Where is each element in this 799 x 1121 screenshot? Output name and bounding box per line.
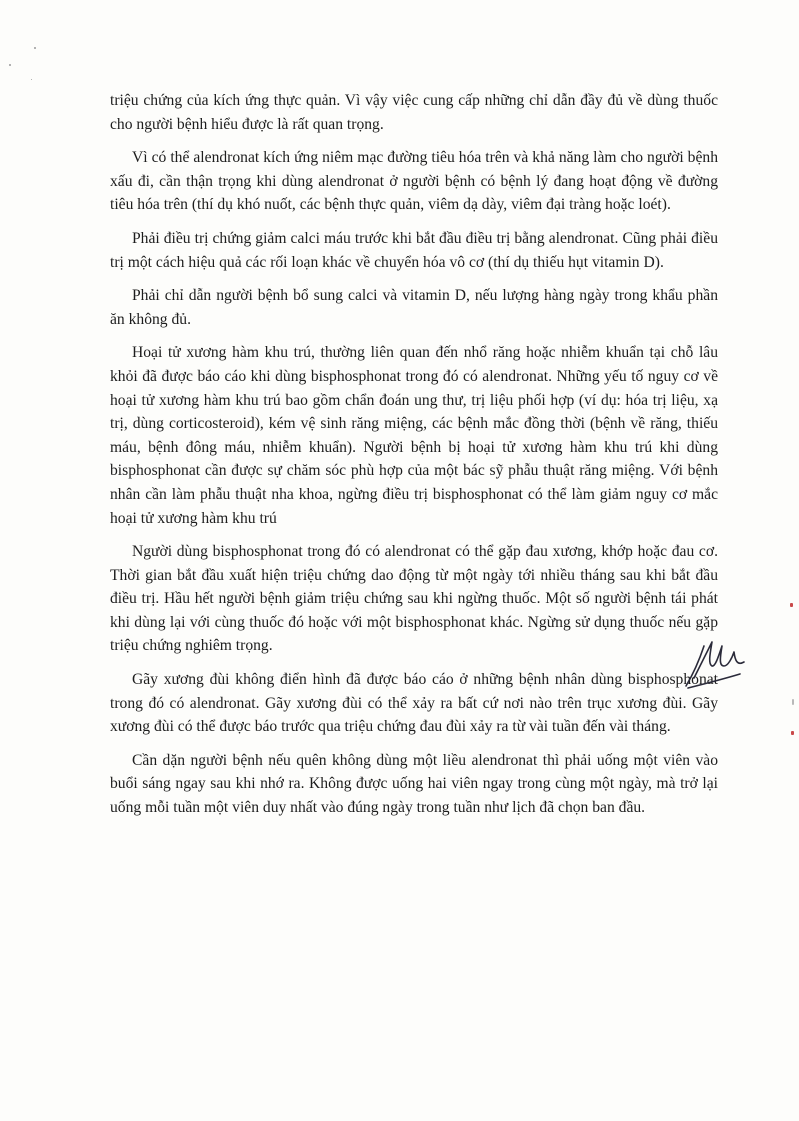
edge-mark <box>790 603 793 607</box>
paragraph: Hoại tử xương hàm khu trú, thường liên quan đến nhổ răng hoặc nhiễm khuẩn tại chỗ lâu khỏi đã được báo cáo khi dùng bisphosphonat trong đó có alendronat. Những yếu tố nguy cơ về hoại tử xương hàm khu trú bao gồm chẩn đoán ung thư, trị liệu phối hợp (ví dụ: hóa trị liệu, xạ trị, dùng corticosteroid), kém vệ sinh răng miệng, các bệnh mắc đồng thời (bệnh về răng, thiếu máu, bệnh đông máu, nhiễm khuẩn). Người bệnh bị hoại tử xương hàm khu trú khi dùng bisphosphonat cần được sự chăm sóc phù hợp của một bác sỹ phẫu thuật răng miệng. Với bệnh nhân cần làm phẫu thuật nha khoa, ngừng điều trị bisphosphonat có thể làm giảm nguy cơ mắc hoại tử xương hàm khu trú <box>110 344 718 527</box>
edge-mark <box>792 699 794 705</box>
paragraph: Phải chỉ dẫn người bệnh bổ sung calci và vitamin D, nếu lượng hàng ngày trong khẩu phần ăn không đủ. <box>110 287 718 328</box>
paragraph: Gãy xương đùi không điển hình đã được báo cáo ở những bệnh nhân dùng bisphosphonat trong đó có alendronat. Gãy xương đùi có thể xảy ra bất cứ nơi nào trên trục xương đùi. Gãy xương đùi có thể được báo trước qua triệu chứng đau đùi xảy ra từ vài tuần đến vài tháng. <box>110 671 718 736</box>
paragraph: Cần dặn người bệnh nếu quên không dùng một liều alendronat thì phải uống một viên vào buổi sáng ngay sau khi nhớ ra. Không được uống hai viên ngay trong cùng một ngày, mà trở lại uống mỗi tuần một viên duy nhất vào đúng ngày trong tuần như lịch đã chọn ban đầu. <box>110 751 718 817</box>
paragraph: triệu chứng của kích ứng thực quản. Vì vậy việc cung cấp những chỉ dẫn đầy đủ về dùng thuốc cho người bệnh hiểu được là rất quan trọng. <box>110 92 718 133</box>
document-body <box>110 89 718 830</box>
paragraph: Phải điều trị chứng giảm calci máu trước khi bắt đầu điều trị bằng alendronat. Cũng phải điều trị một cách hiệu quả các rối loạn khác về chuyển hóa vô cơ (thí dụ thiếu hụt vitamin D). <box>110 229 718 271</box>
scan-speck <box>31 79 32 80</box>
scan-speck <box>9 64 11 66</box>
paragraph: Người dùng bisphosphonat trong đó có alendronat có thể gặp đau xương, khớp hoặc đau cơ. Thời gian bắt đầu xuất hiện triệu chứng dao động từ một ngày tới nhiều tháng sau khi bắt đầu điều trị. Hầu hết người bệnh giảm triệu chứng sau khi ngừng thuốc. Một số người bệnh tái phát khi dùng lại với cùng thuốc đó hoặc với một bisphosphonat khác. Ngừng sử dụng thuốc nếu gặp triệu chứng nghiêm trọng. <box>110 543 718 655</box>
scan-speck <box>34 47 36 49</box>
paragraph: Vì có thể alendronat kích ứng niêm mạc đường tiêu hóa trên và khả năng làm cho người bệnh xấu đi, cần thận trọng khi dùng alendronat ở người bệnh có bệnh lý đang hoạt động về đường tiêu hóa trên (thí dụ khó nuốt, các bệnh thực quản, viêm dạ dày, viêm đại tràng hoặc loét). <box>110 149 718 214</box>
handwritten-signature-icon <box>682 636 762 692</box>
edge-mark <box>791 731 794 735</box>
